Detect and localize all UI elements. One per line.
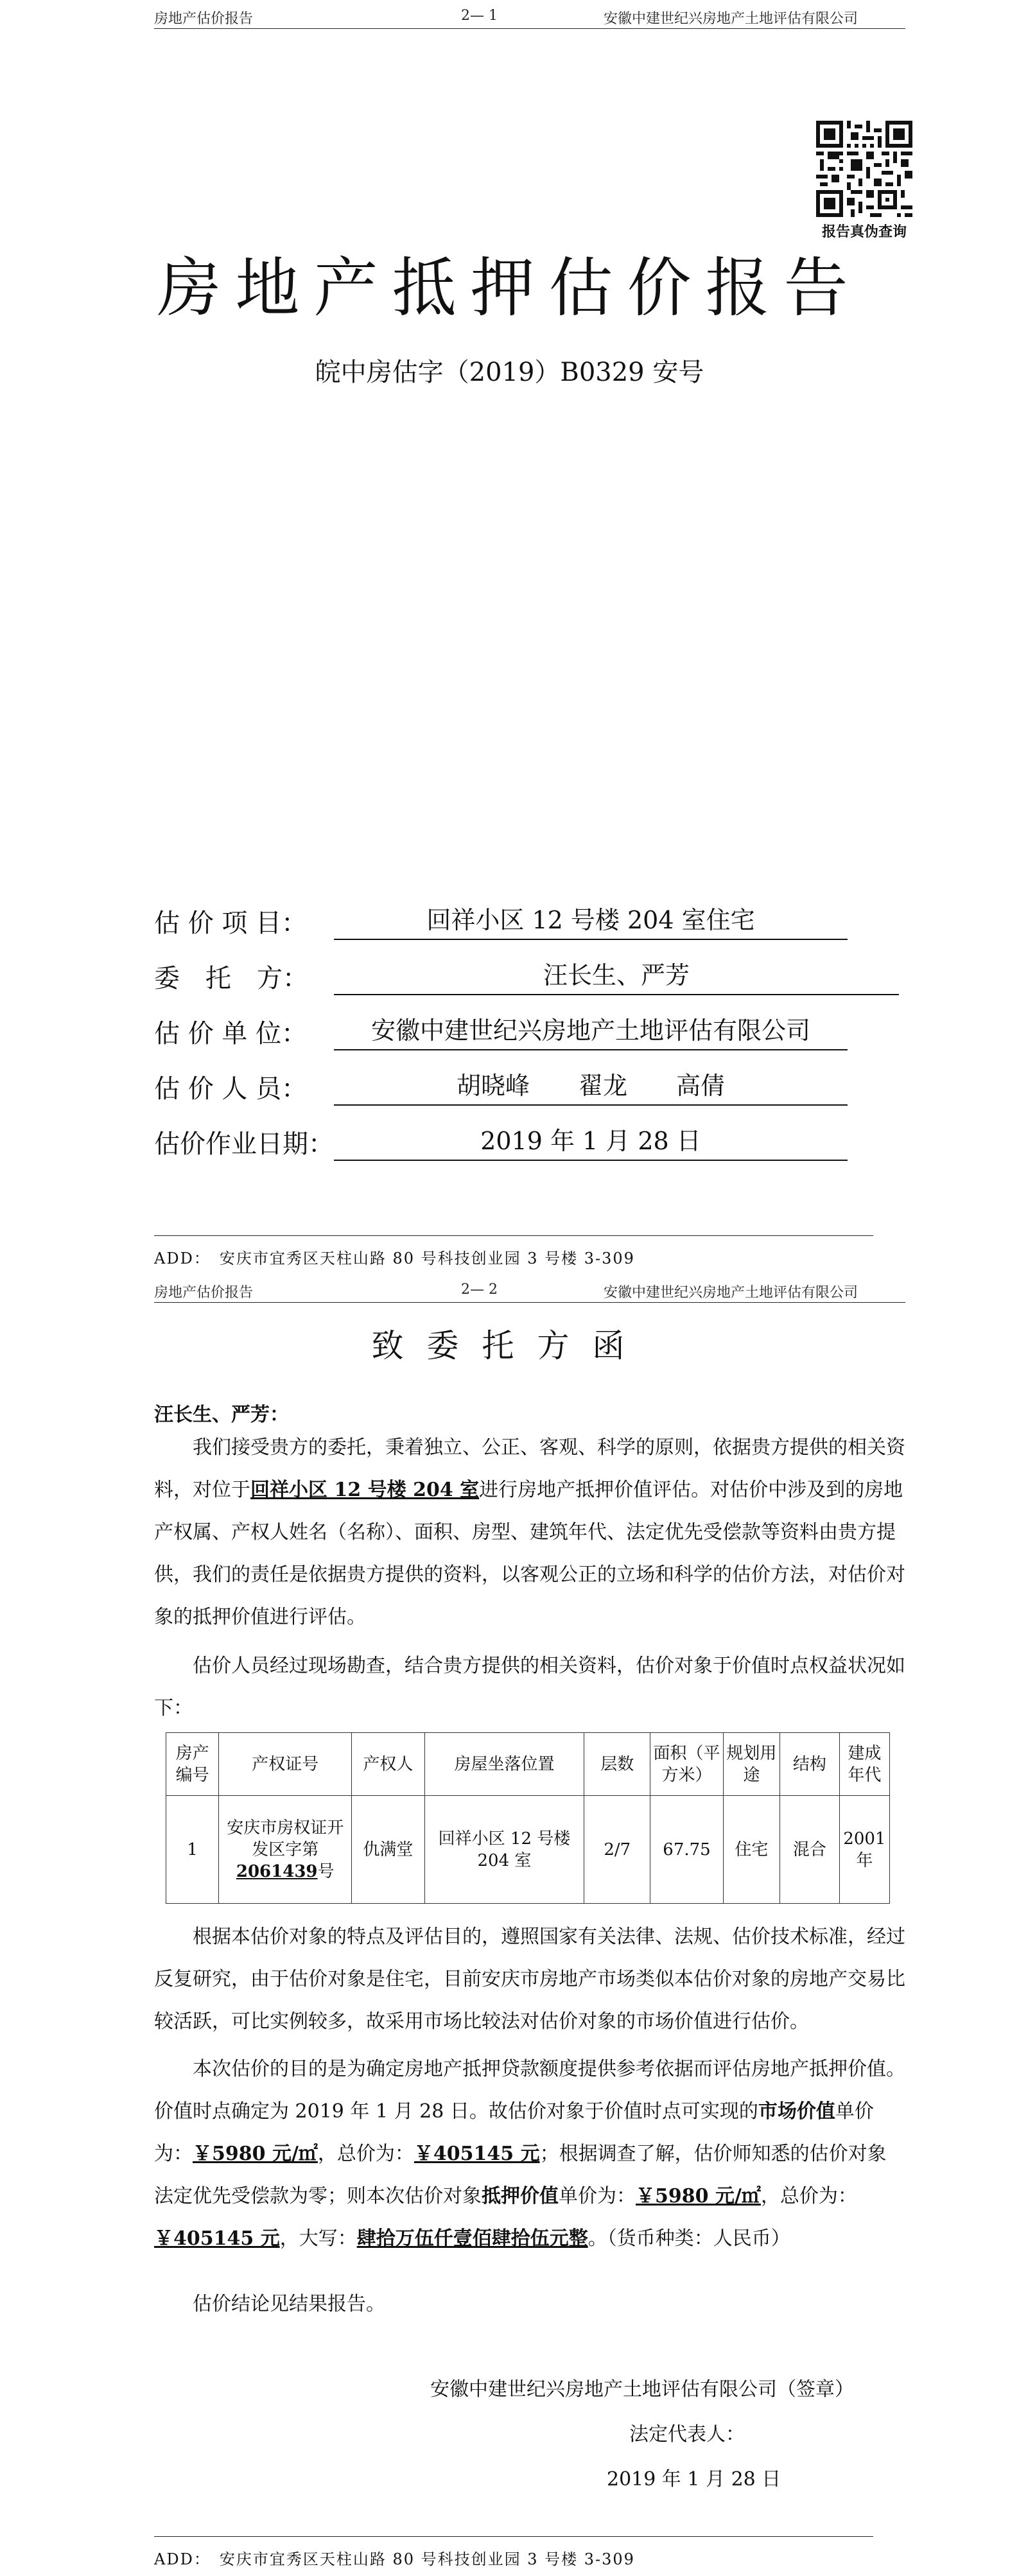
field-value-appraiser-org: 安徽中建世纪兴房地产土地评估有限公司	[370, 1016, 810, 1045]
report-title: 房地产抵押估价报告	[157, 250, 862, 326]
cell-cert: 安庆市房权证开发区字第2061439号	[219, 1796, 352, 1904]
qr-code-icon[interactable]	[816, 121, 912, 217]
report-number: 皖中房估字（2019）B0329 安号	[315, 358, 704, 387]
cell-owner: 仇满堂	[352, 1796, 424, 1904]
mortgage-unit-price: ￥5980 元/㎡	[636, 2185, 761, 2207]
field-value-work-date: 2019 年 1 月 28 日	[480, 1127, 701, 1155]
total-in-words: 肆拾万伍仟壹佰肆拾伍元整	[356, 2227, 588, 2250]
col-header-area: 面积（平方米）	[650, 1733, 723, 1796]
col-header-cert: 产权证号	[219, 1733, 352, 1796]
cell-no: 1	[166, 1796, 219, 1904]
table-row	[166, 1796, 890, 1904]
signature-representative: 法定代表人：	[629, 2423, 745, 2446]
cell-year: 2001 年	[839, 1796, 889, 1904]
header-page-number: 2— 2	[461, 1282, 498, 1298]
header-rule	[154, 1302, 905, 1303]
cell-area: 67.75	[650, 1796, 723, 1904]
qr-caption: 报告真伪查询	[821, 223, 907, 240]
col-header-floors: 层数	[584, 1733, 650, 1796]
header-right: 安徽中建世纪兴房地产土地评估有限公司	[604, 11, 858, 27]
cell-structure: 混合	[780, 1796, 840, 1904]
cell-floors: 2/7	[584, 1796, 650, 1904]
field-value-client: 汪长生、严芳	[543, 961, 690, 989]
field-label-appraisers: 估 价 人 员：	[154, 1074, 308, 1104]
letter-salutation: 汪长生、严芳：	[154, 1404, 289, 1426]
paragraph-method: 根据本估价对象的特点及评估目的，遵照国家有关法律、法规、估价技术标准，经过反复研究，由于估价对象是住宅，目前安庆市房地产市场类似本估价对象的房地产交易比较活跃，可比实例较多，故采用市场比较法对估价对象的市场价值进行估价。	[154, 1926, 905, 2033]
paragraph-status: 估价人员经过现场勘查，结合贵方提供的相关资料，估价对象于价值时点权益状况如下：	[154, 1655, 905, 1719]
signature-company: 安徽中建世纪兴房地产土地评估有限公司（签章）	[430, 2378, 854, 2401]
footer-rule	[154, 1235, 873, 1236]
col-header-use: 规划用途	[723, 1733, 779, 1796]
property-table	[166, 1732, 890, 1904]
field-underline	[334, 1160, 848, 1161]
footer-address: ADD： 安庆市宜秀区天柱山路 80 号科技创业园 3 号楼 3-309	[154, 1249, 635, 1267]
field-value-project: 回祥小区 12 号楼 204 室住宅	[426, 906, 755, 934]
footer-rule	[154, 2536, 873, 2537]
header-page-number: 2— 1	[461, 8, 498, 24]
header-left: 房地产估价报告	[154, 1285, 254, 1301]
table-header-row	[166, 1733, 890, 1796]
header-left: 房地产估价报告	[154, 11, 254, 27]
field-underline	[334, 994, 899, 995]
paragraph-intro: 我们接受贵方的委托，秉着独立、公正、客观、科学的原则，依据贵方提供的相关资料，对位于回祥小区 12 号楼 204 室进行房地产抵押价值评估。对估价中涉及到的房地产权属、产权人姓名（名称）、面积、房型、建筑年代、法定优先受偿款等资料由贵方提供，我们的责任是依据贵方提供的资料，以客观公正的立场和科学的估价方法，对估价对象的抵押价值进行评估。	[154, 1436, 905, 1628]
col-header-structure: 结构	[780, 1733, 840, 1796]
col-header-year: 建成年代	[839, 1733, 889, 1796]
cell-location: 回祥小区 12 号楼 204 室	[424, 1796, 584, 1904]
field-value-appraisers: 胡晓峰 翟龙 高倩	[456, 1072, 725, 1100]
paragraph-conclusion: 本次估价的目的是为确定房地产抵押贷款额度提供参考依据而评估房地产抵押价值。价值时点确定为 2019 年 1 月 28 日。故估价对象于价值时点可实现的市场价值单价为：￥5980 元/㎡，总价为：￥405145 元；根据调查了解，估价师知悉的估价对象法定优先受偿款为零；则本次估价对象抵押价值单价为：￥5980 元/㎡，总价为：￥405145 元，大写：肆拾万伍仟壹佰肆拾伍元整。（货币种类：人民币）	[154, 2058, 905, 2250]
field-label-project: 估 价 项 目：	[154, 909, 308, 938]
property-address: 回祥小区 12 号楼 204 室	[250, 1479, 480, 1501]
field-underline	[334, 1104, 848, 1106]
letter-title: 致委托方函	[371, 1327, 648, 1364]
field-underline	[334, 939, 848, 940]
market-total-price: ￥405145 元	[414, 2143, 540, 2165]
header-rule	[154, 28, 905, 29]
field-label-work-date: 估价作业日期：	[154, 1129, 334, 1159]
col-header-location: 房屋坐落位置	[424, 1733, 584, 1796]
col-header-no: 房产编号	[166, 1733, 219, 1796]
paragraph-see-report: 估价结论见结果报告。	[193, 2293, 385, 2315]
footer-address: ADD： 安庆市宜秀区天柱山路 80 号科技创业园 3 号楼 3-309	[154, 2550, 635, 2568]
field-underline	[334, 1049, 848, 1050]
mortgage-total-price: ￥405145 元	[154, 2227, 280, 2250]
col-header-owner: 产权人	[352, 1733, 424, 1796]
header-right: 安徽中建世纪兴房地产土地评估有限公司	[604, 1285, 858, 1301]
field-label-appraiser-org: 估 价 单 位：	[154, 1019, 308, 1049]
field-label-client: 委 托 方：	[154, 964, 308, 993]
market-unit-price: ￥5980 元/㎡	[193, 2143, 318, 2165]
cell-use: 住宅	[723, 1796, 779, 1904]
signature-date: 2019 年 1 月 28 日	[607, 2468, 781, 2491]
